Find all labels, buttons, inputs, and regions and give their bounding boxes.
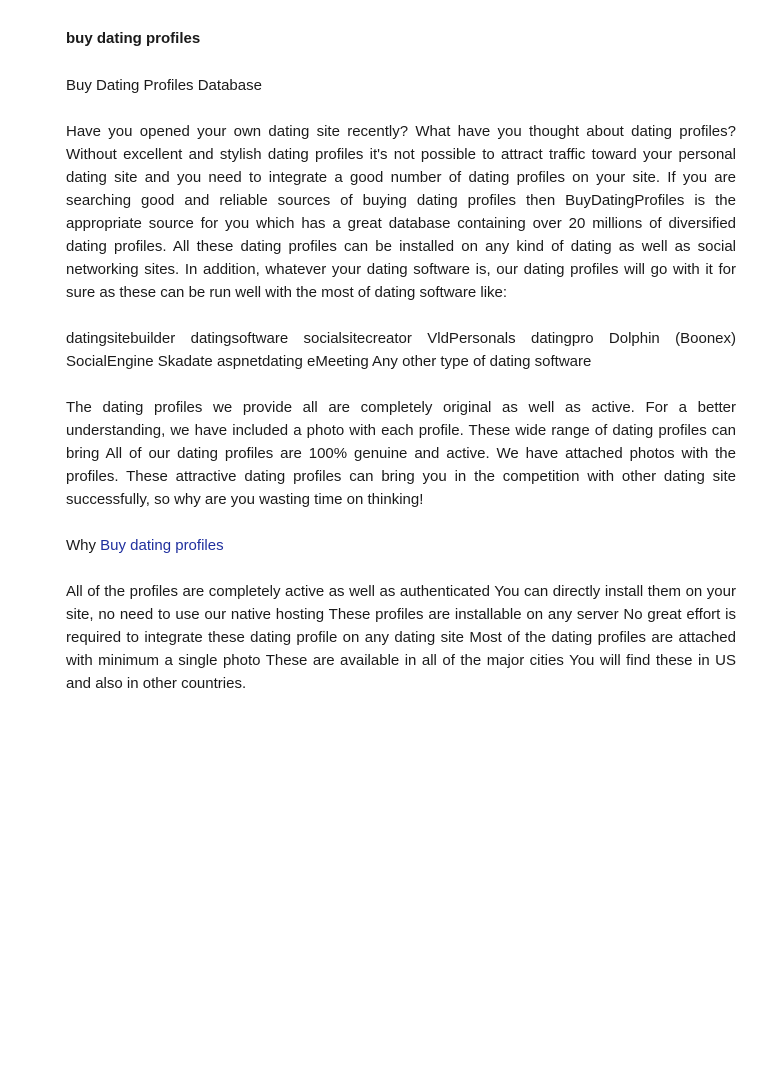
document-page	[66, 28, 736, 695]
buy-dating-profiles-link[interactable]: Buy dating profiles	[100, 537, 224, 554]
software-list-paragraph: datingsitebuilder datingsoftware socialsitecreator VldPersonals datingpro Dolphin (Boonex) SocialEngine Skadate aspnetdating eMeeting Any other type of dating software	[66, 330, 736, 370]
document-subtitle: Buy Dating Profiles Database	[66, 77, 262, 94]
photo-paragraph: The dating profiles we provide all are completely original as well as active. For a better understanding, we have included a photo with each profile. These wide range of dating profiles can bring All of our dating profiles are 100% genuine and active. We have attached photos with the profiles. These attractive dating profiles can bring you in the competition with other dating site successfully, so why are you wasting time on thinking!	[66, 399, 736, 508]
benefits-paragraph: All of the profiles are completely active as well as authenticated You can directly install them on your site, no need to use our native hosting These profiles are installable on any server No great effort is required to integrate these dating profile on any dating site Most of the dating profiles are attached with minimum a single photo These are available in all of the major cities You will find these in US and also in other countries.	[66, 583, 736, 692]
why-line	[66, 534, 736, 557]
document-title: buy dating profiles	[66, 30, 201, 47]
intro-paragraph: Have you opened your own dating site recently? What have you thought about dating profiles? Without excellent and stylish dating profiles it's not possible to attract traffic toward your personal dating site and you need to integrate a good number of dating profiles on your site. If you are searching good and reliable sources of buying dating profiles then BuyDatingProfiles is the appropriate source for you which has a great database containing over 20 millions of diversified dating profiles. All these dating profiles can be installed on any kind of dating as well as social networking sites. In addition, whatever your dating software is, our dating profiles will go with it for sure as these can be run well with the most of dating software like:	[66, 123, 736, 301]
why-prefix: Why	[66, 537, 96, 554]
